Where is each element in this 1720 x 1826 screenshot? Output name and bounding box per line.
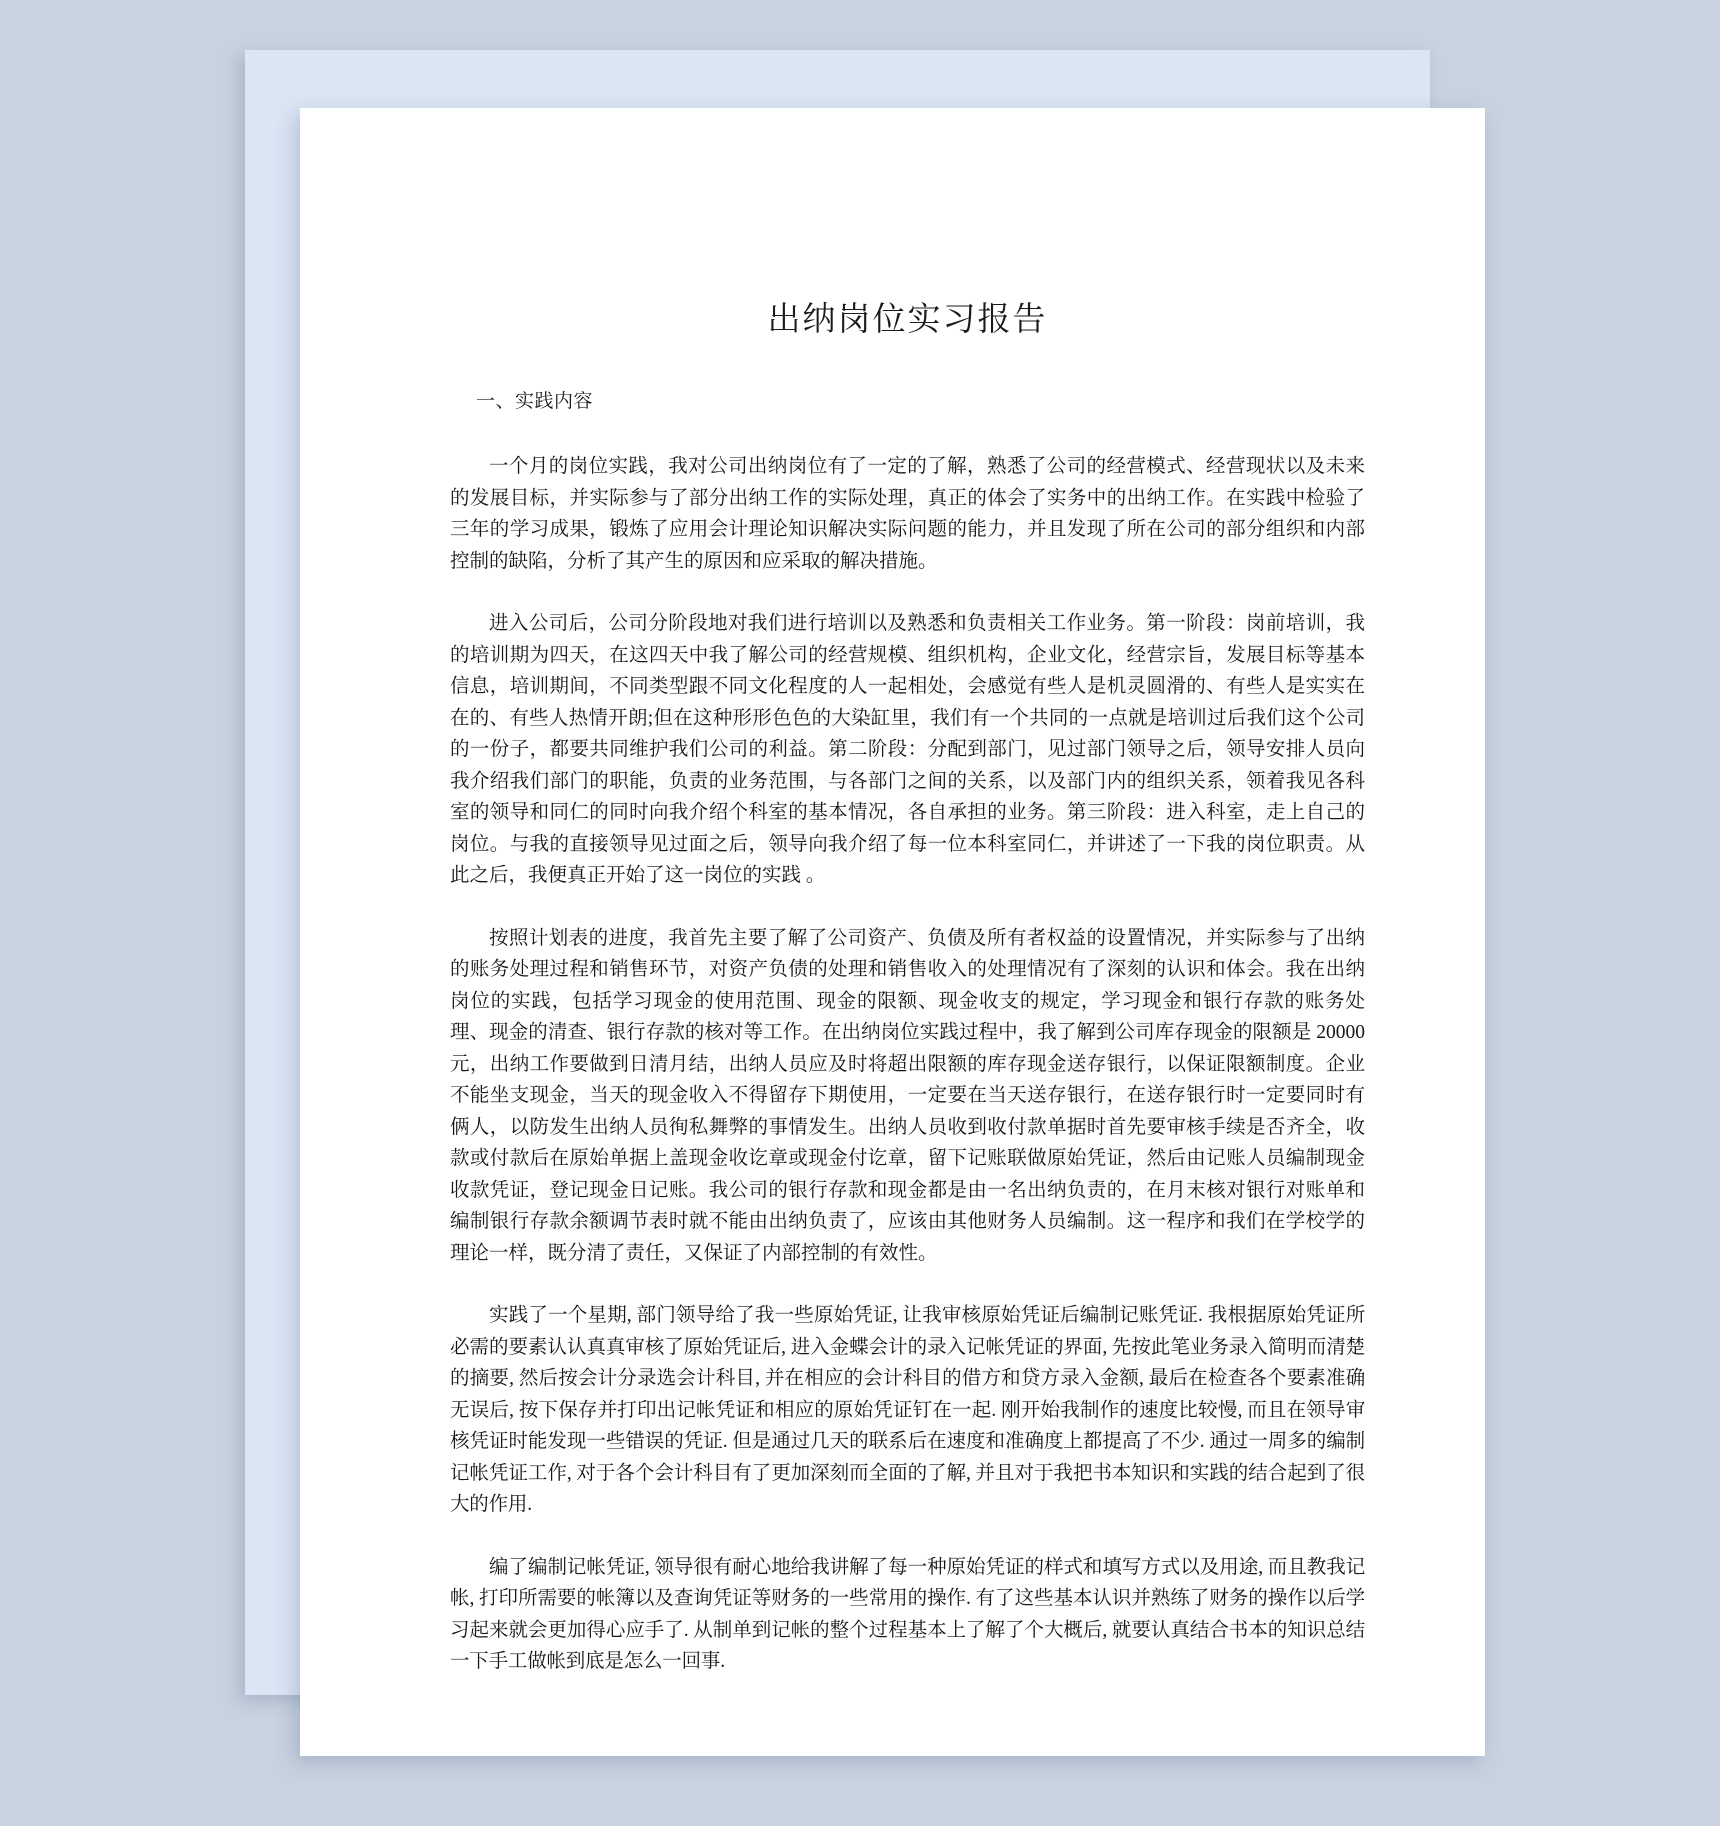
section-heading-practice-content: 一、实践内容 bbox=[476, 391, 594, 412]
body-paragraph-1: 一个月的岗位实践，我对公司出纳岗位有了一定的了解，熟悉了公司的经营模式、经营现状以及未来的发展目标，并实际参与了部分出纳工作的实际处理，真正的体会了实务中的出纳工作。在实践中检验了三年的学习成果，锻炼了应用会计理论知识解决实际问题的能力，并且发现了所在公司的部分组织和内部控制的缺陷，分析了其产生的原因和应采取的解决措施。 bbox=[450, 456, 1365, 572]
body-paragraph-4: 实践了一个星期, 部门领导给了我一些原始凭证, 让我审核原始凭证后编制记账凭证. 我根据原始凭证所必需的要素认认真真审核了原始凭证后, 进入金蝶会计的录入记帐凭证的界面, 先按此笔业务录入简明而清楚的摘要, 然后按会计分录选会计科目, 并在相应的会计科目的借方和贷方录入金额, 最后在检查各个要素准确无误后, 按下保存并打印出记帐凭证和相应的原始凭证钉在一起. 刚开始我制作的速度比较慢, 而且在领导审核凭证时能发现一些错误的凭证. 但是通过几天的联系后在速度和准确度上都提高了不少. 通过一周多的编制记帐凭证工作, 对于各个会计科目有了更加深刻而全面的了解, 并且对于我把书本知识和实践的结合起到了很大的作用. bbox=[450, 1305, 1365, 1515]
body-paragraph-2: 进入公司后，公司分阶段地对我们进行培训以及熟悉和负责相关工作业务。第一阶段：岗前培训，我的培训期为四天，在这四天中我了解公司的经营规模、组织机构，企业文化，经营宗旨，发展目标等基本信息，培训期间，不同类型跟不同文化程度的人一起相处，会感觉有些人是机灵圆滑的、有些人是实实在在的、有些人热情开朗;但在这种形形色色的大染缸里，我们有一个共同的一点就是培训过后我们这个公司的一份子，都要共同维护我们公司的利益。第二阶段：分配到部门，见过部门领导之后，领导安排人员向我介绍我们部门的职能，负责的业务范围，与各部门之间的关系，以及部门内的组织关系，领着我见各科室的领导和同仁的同时向我介绍个科室的基本情况，各自承担的业务。第三阶段：进入科室，走上自己的岗位。与我的直接领导见过面之后，领导向我介绍了每一位本科室同仁，并讲述了一下我的岗位职责。从此之后，我便真正开始了这一岗位的实践 。 bbox=[450, 613, 1365, 886]
page-title: 出纳岗位实习报告 bbox=[767, 302, 1048, 338]
front-paper-sheet bbox=[300, 108, 1485, 1756]
body-paragraph-5: 编了编制记帐凭证, 领导很有耐心地给我讲解了每一种原始凭证的样式和填写方式以及用途, 而且教我记帐, 打印所需要的帐簿以及查询凭证等财务的一些常用的操作. 有了这些基本认识并熟练了财务的操作以后学习起来就会更加得心应手了. 从制单到记帐的整个过程基本上了解了个大概后, 就要认真结合书本的知识总结一下手工做帐到底是怎么一回事. bbox=[450, 1556, 1365, 1672]
document-page bbox=[300, 108, 1485, 1756]
body-paragraph-3: 按照计划表的进度，我首先主要了解了公司资产、负债及所有者权益的设置情况，并实际参与了出纳的账务处理过程和销售环节，对资产负债的处理和销售收入的处理情况有了深刻的认识和体会。我在出纳岗位的实践，包括学习现金的使用范围、现金的限额、现金收支的规定，学习现金和银行存款的账务处理、现金的清查、银行存款的核对等工作。在出纳岗位实践过程中，我了解到公司库存现金的限额是 20000 元，出纳工作要做到日清月结，出纳人员应及时将超出限额的库存现金送存银行，以保证限额制度。企业不能坐支现金，当天的现金收入不得留存下期使用，一定要在当天送存银行，在送存银行时一定要同时有俩人，以防发生出纳人员徇私舞弊的事情发生。出纳人员收到收付款单据时首先要审核手续是否齐全，收款或付款后在原始单据上盖现金收讫章或现金付讫章，留下记账联做原始凭证，然后由记账人员编制现金收款凭证，登记现金日记账。我公司的银行存款和现金都是由一名出纳负责的，在月末核对银行对账单和编制银行存款余额调节表时就不能由出纳负责了，应该由其他财务人员编制。这一程序和我们在学校学的理论一样，既分清了责任，又保证了内部控制的有效性。 bbox=[450, 927, 1365, 1264]
